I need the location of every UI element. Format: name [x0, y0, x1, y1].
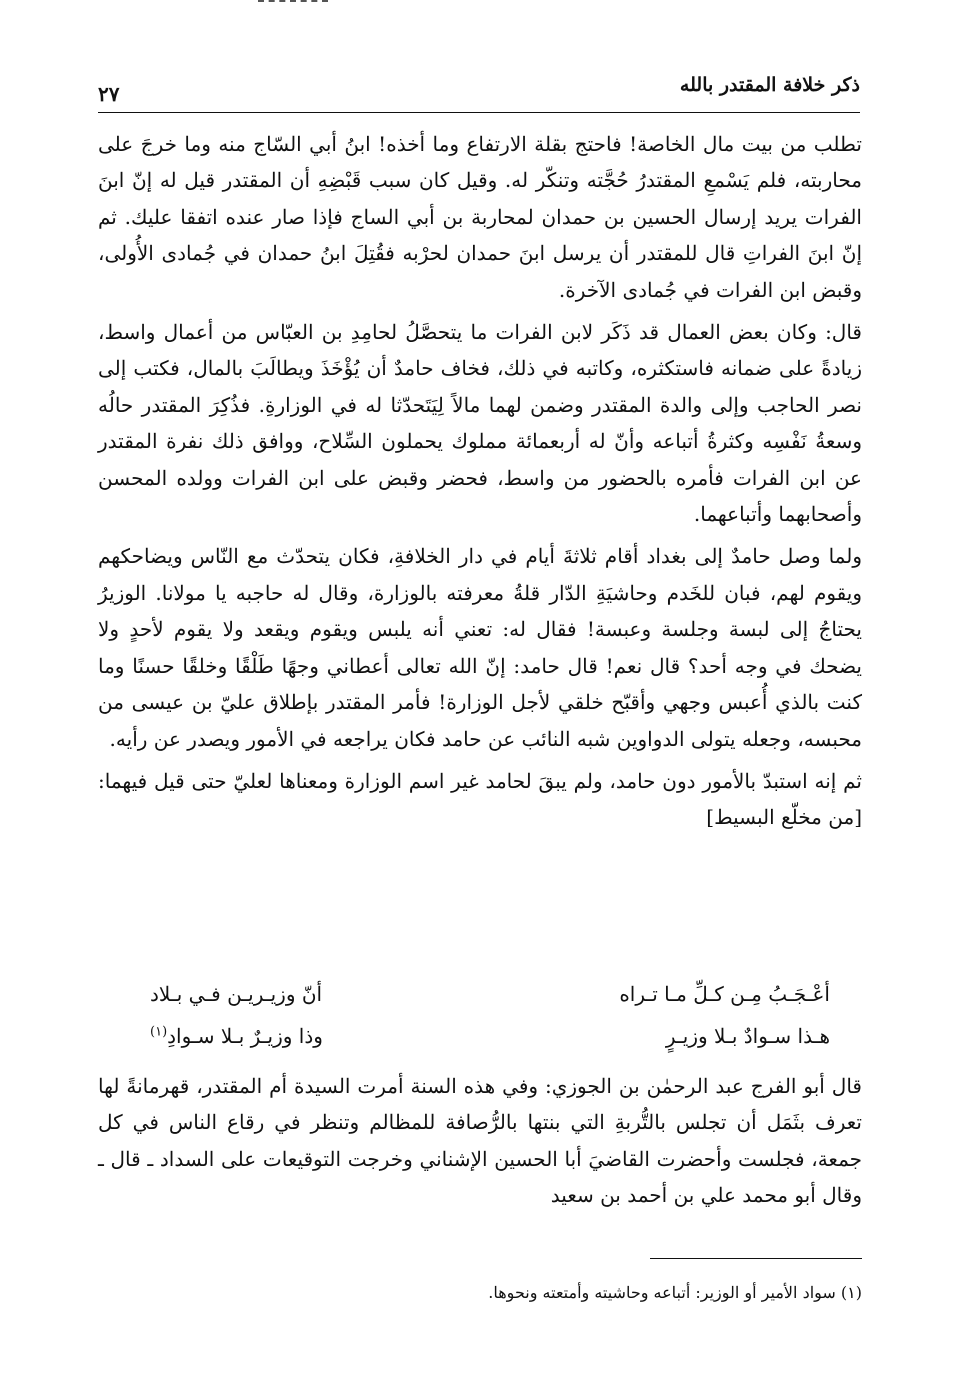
- footnote: [98, 1282, 862, 1304]
- verse-line-2-second-hemistich: [150, 1024, 323, 1048]
- verse-line-2-text: وذا وزيـرٌ بـلا سـوادِ: [167, 1024, 323, 1048]
- paragraph-5: قال أبو الفرج عبد الرحمٰن بن الجوزي: وفي هذه السنة أمرت السيدة أم المقتدر، قهرمانةً لها تعرف بثَمَل أن تجلس بالتُّربةِ التي بنتها بالرُّصافة للمظالم وتنظر في رقاع الناس في كل جمعة، فجلست وأحضرت القاضيَ أبا الحسين الإشناني وخرجت التوقيعات على السداد ـ قال ـ وقال أبو محمد علي بن أحمد بن سعيد: [98, 1074, 862, 1208]
- verse-line-1-second-hemistich: أنّ وزيـريـن فـي بـلاد: [150, 982, 323, 1006]
- verse-line-1-first-hemistich: أعْـجَـبُ مِـن كـلِّ مـا تـراه: [619, 982, 830, 1006]
- main-text: [98, 126, 862, 836]
- footnote-reference: (١): [150, 1024, 168, 1040]
- header-rule: [98, 112, 860, 113]
- footnote-rule: [650, 1258, 862, 1259]
- top-dashes: [258, 0, 328, 6]
- footnote-marker: (١): [840, 1283, 862, 1302]
- paragraph-1: تطلب من بيت مال الخاصة! فاحتج بقلة الارتفاع وما أخذه! ابنُ أبي السّاج منه وما خرجَ على محاربته، فلم يَسْمعِ المقتدرُ حُجَّته وتنكّر له. وقيل كان سبب قَبْضِهِ أن المقتدر قيل له إنّ ابنَ الفرات يريد إرسال الحسين بن حمدان لمحاربة بن أبي الساج فإذا صار عنده اتفقا عليك. ثم إنّ ابنَ الفراتِ قال للمقتدر أن يرسل ابنَ حمدان لحرْبه فقُتِلَ ابنُ حمدان في جُمادى الأُولى، وقبض ابن الفرات في جُمادى الآخرة.: [98, 132, 862, 302]
- verse-line-2-first-hemistich: هـذا سـوادٌ بـلا وزيـرٍ: [665, 1024, 830, 1048]
- paragraph-3: ولما وصل حامدٌ إلى بغداد أقام ثلاثةَ أيام في دار الخلافةِ، فكان يتحدّث مع النّاس ويضاحكهم ويقوم لهم، فبان للخَدم وحاشيَةِ الدّار قلةُ معرفته بالوزارة، وقال له حاجبه يا مولانا. الوزيرُ يحتاجُ إلى لبسة وجلسة وعبسة! فقال له: تعني أنه يلبس ويقوم ويقعد ولا يقوم لأحدٍ ولا يضحك في وجه أحد؟ قال نعم! قال حامد: إنّ الله تعالى أعطاني وجهًا طَلْقًا وخلقًا حسنًا وما كنت بالذي أُعبس وجهي وأقبّح خلقي لأجل الوزارة! فأمر المقتدر بإطلاق عليّ بن عيسى من محبسه، وجعله يتولى الدواوين شبه النائب عن حامد فكان يراجعه في الأمور ويصدر عن رأيه.: [98, 544, 862, 751]
- footnote-text: سواد الأمير أو الوزير: أتباعه وحاشيته وأمتعته ونحوها.: [488, 1283, 836, 1302]
- paragraph-2: قال: وكان بعض العمال قد ذَكَر لابن الفرات ما يتحصَّلُ لحامِدِ بن العبّاس من أعمال واسط، زيادةً على ضمانه فاستكثره، وكاتبه في ذلك، فخاف حامدٌ أن يُؤْخَذَ ويطالَبَ بالمال، فكتب إلى نصر الحاجب وإلى والدة المقتدر وضمن لهما مالاً لِيَتَحدّثا له في الوزارةِ. فذُكِرَ المقتدر حالُه وسعةُ نَفْسِه وكثرةُ أتباعه وأنّ له أربعمائة مملوك يحملون السِّلاح، ووافق ذلك نفرة المقتدر عن ابن الفرات فأمره بالحضور من واسط، فحضر وقبض على ابن الفرات وولده المحسن وأصحابهما وأتباعهما.: [98, 320, 862, 527]
- running-header: [98, 70, 860, 110]
- header-title: ذكر خلافة المقتدر بالله: [679, 74, 860, 96]
- page-number: ٢٧: [98, 82, 120, 106]
- verse-line-2: [140, 1024, 840, 1054]
- closing-text: [98, 1068, 862, 1214]
- paragraph-4: ثم إنه استبدّ بالأمور دون حامد، ولم يبقَ لحامد غير اسم الوزارة ومعناها لعليّ حتى قيل فيهما: [من مخلّع البسيط]: [98, 768, 862, 830]
- verse-line-1: [140, 982, 840, 1012]
